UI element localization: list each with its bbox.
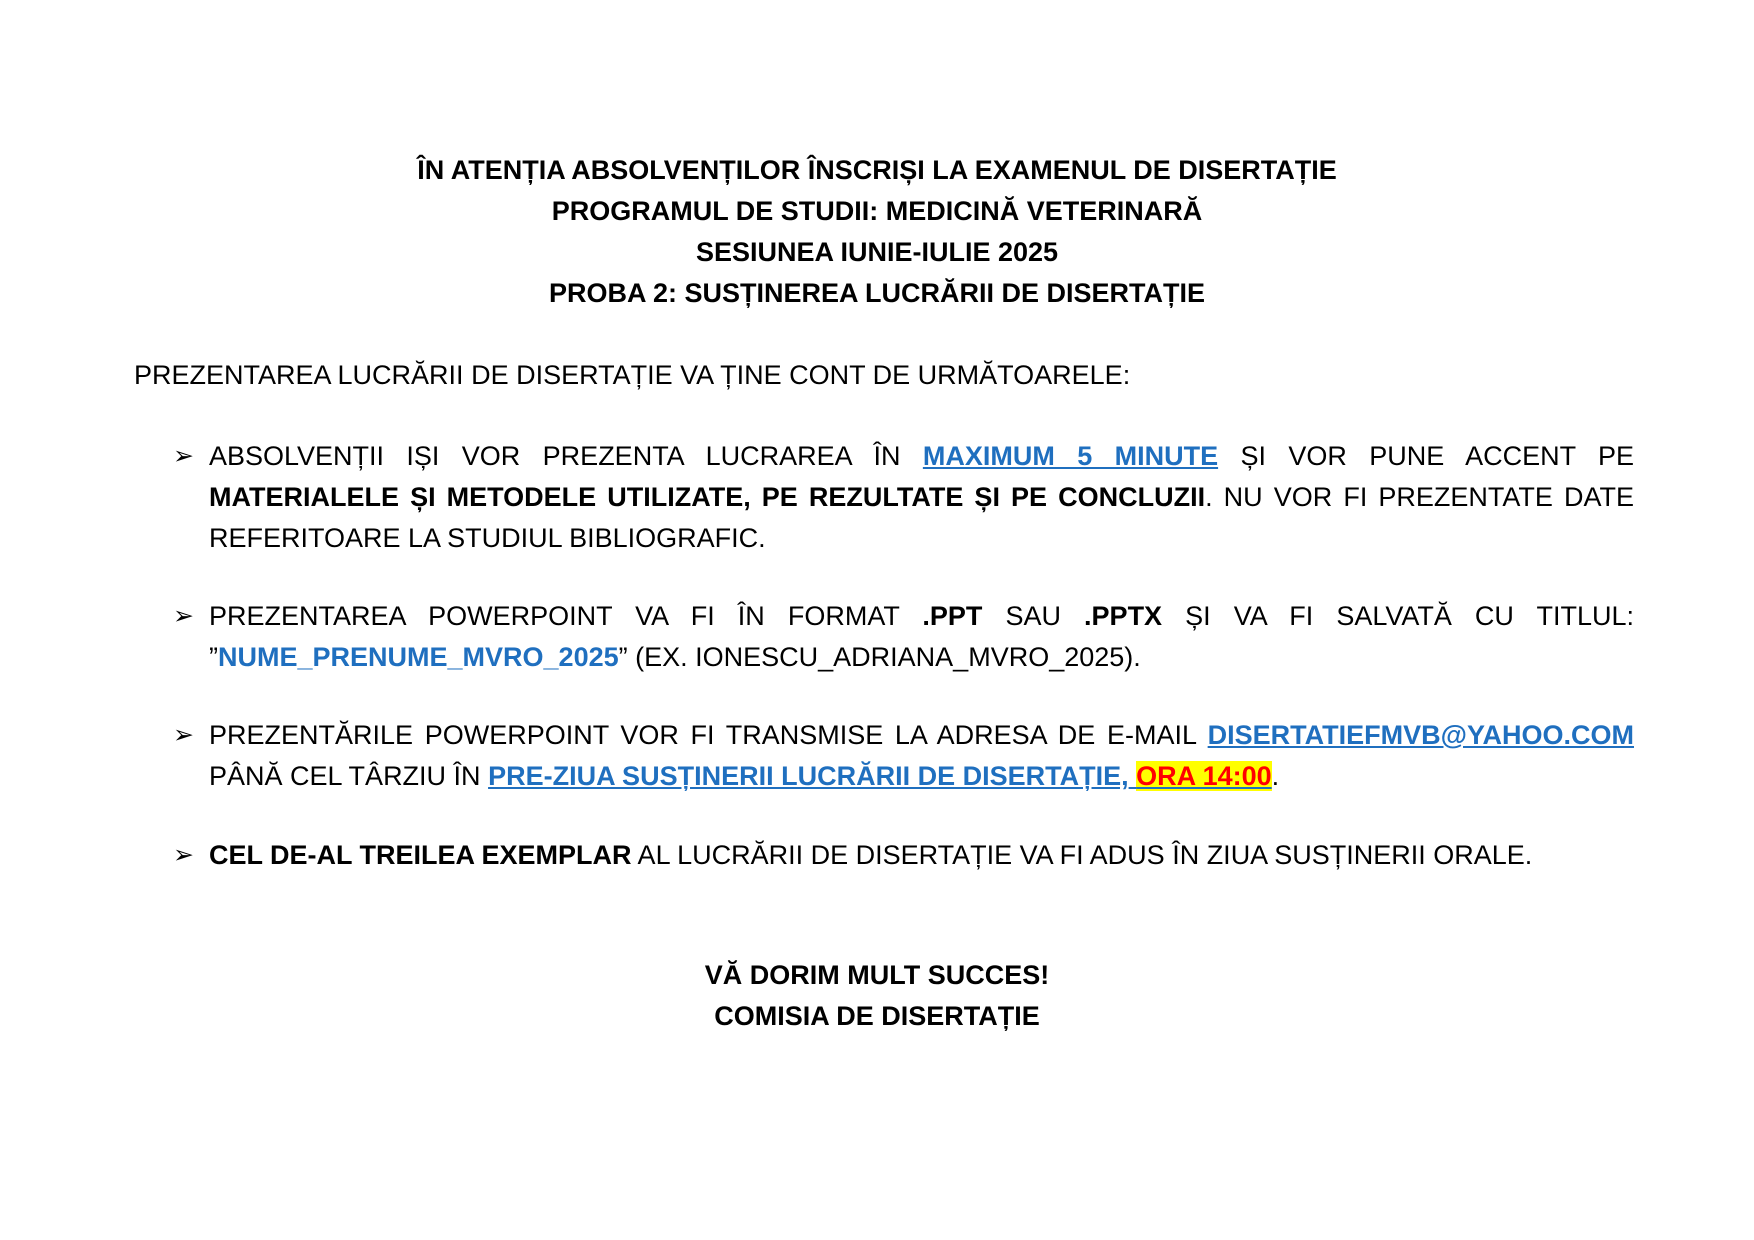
item1-text-c: . NU VOR FI PREZENTATE DATE REFERITOARE LA STUDIUL BIBLIOGRAFIC. <box>209 482 1634 553</box>
arrow-bullet-icon: ➢ <box>173 841 194 869</box>
list-item <box>173 835 1634 876</box>
heading-line-3: SESIUNEA IUNIE-IULIE 2025 <box>695 237 1059 267</box>
email-link[interactable]: DISERTATIEFMVB@YAHOO.COM <box>1207 720 1634 750</box>
list-item <box>173 596 1634 678</box>
closing-line-1: VĂ DORIM MULT SUCCES! <box>704 960 1050 990</box>
item2-text-a: PREZENTAREA POWERPOINT VA FI ÎN FORMAT <box>209 601 923 631</box>
item1-duration-link[interactable]: MAXIMUM 5 MINUTE <box>922 441 1219 471</box>
item2-format-ppt: .PPT <box>922 601 983 631</box>
closing-block <box>0 955 1754 1037</box>
item3-text-a: PREZENTĂRILE POWERPOINT VOR FI TRANSMISE LA ADRESA DE E-MAIL <box>209 720 1208 750</box>
intro-text: PREZENTAREA LUCRĂRII DE DISERTAȚIE VA ȚINE CONT DE URMĂTOARELE: <box>134 360 1131 390</box>
list-item <box>173 715 1634 797</box>
heading-line-1: ÎN ATENȚIA ABSOLVENȚILOR ÎNSCRIȘI LA EXAMENUL DE DISERTAȚIE <box>417 155 1337 185</box>
heading-line-4: PROBA 2: SUSȚINEREA LUCRĂRII DE DISERTAȚIE <box>548 278 1206 308</box>
item1-text-a: ABSOLVENȚII IȘI VOR PREZENTA LUCRAREA ÎN <box>209 441 923 471</box>
deadline-time-highlight: ORA 14:00 <box>1136 761 1272 791</box>
item2-format-pptx: .PPTX <box>1084 601 1163 631</box>
arrow-bullet-icon: ➢ <box>173 721 194 749</box>
item2-text-b: SAU <box>982 601 1085 631</box>
item3-text-c: . <box>1271 761 1280 791</box>
list-item <box>173 436 1635 559</box>
document-heading <box>0 150 1754 314</box>
item1-bold-text: MATERIALELE ȘI METODELE UTILIZATE, PE REZULTATE ȘI PE CONCLUZII <box>209 482 1206 512</box>
arrow-bullet-icon: ➢ <box>173 442 194 470</box>
item2-text-d: ” (EX. IONESCU_ADRIANA_MVRO_2025). <box>618 642 1141 672</box>
item1-text-b: ȘI VOR PUNE ACCENT PE <box>1218 441 1635 471</box>
item4-bold-text: CEL DE-AL TREILEA EXEMPLAR <box>209 840 632 870</box>
item3-link-space <box>1129 761 1137 791</box>
arrow-bullet-icon: ➢ <box>173 602 194 630</box>
item3-text-b: PÂNĂ CEL TÂRZIU ÎN <box>209 761 489 791</box>
item3-deadline-link[interactable]: PRE-ZIUA SUSȚINERII LUCRĂRII DE DISERTAȚIE, <box>488 761 1129 791</box>
item2-text-c: ȘI VA FI SALVATĂ CU TITLUL: ” <box>209 601 1634 672</box>
item4-text-a: AL LUCRĂRII DE DISERTAȚIE VA FI ADUS ÎN ZIUA SUSȚINERII ORALE. <box>631 840 1533 870</box>
item2-filename-template: NUME_PRENUME_MVRO_2025 <box>218 642 619 672</box>
heading-line-2: PROGRAMUL DE STUDII: MEDICINĂ VETERINARĂ <box>551 196 1203 226</box>
closing-line-2: COMISIA DE DISERTAȚIE <box>714 1001 1040 1031</box>
